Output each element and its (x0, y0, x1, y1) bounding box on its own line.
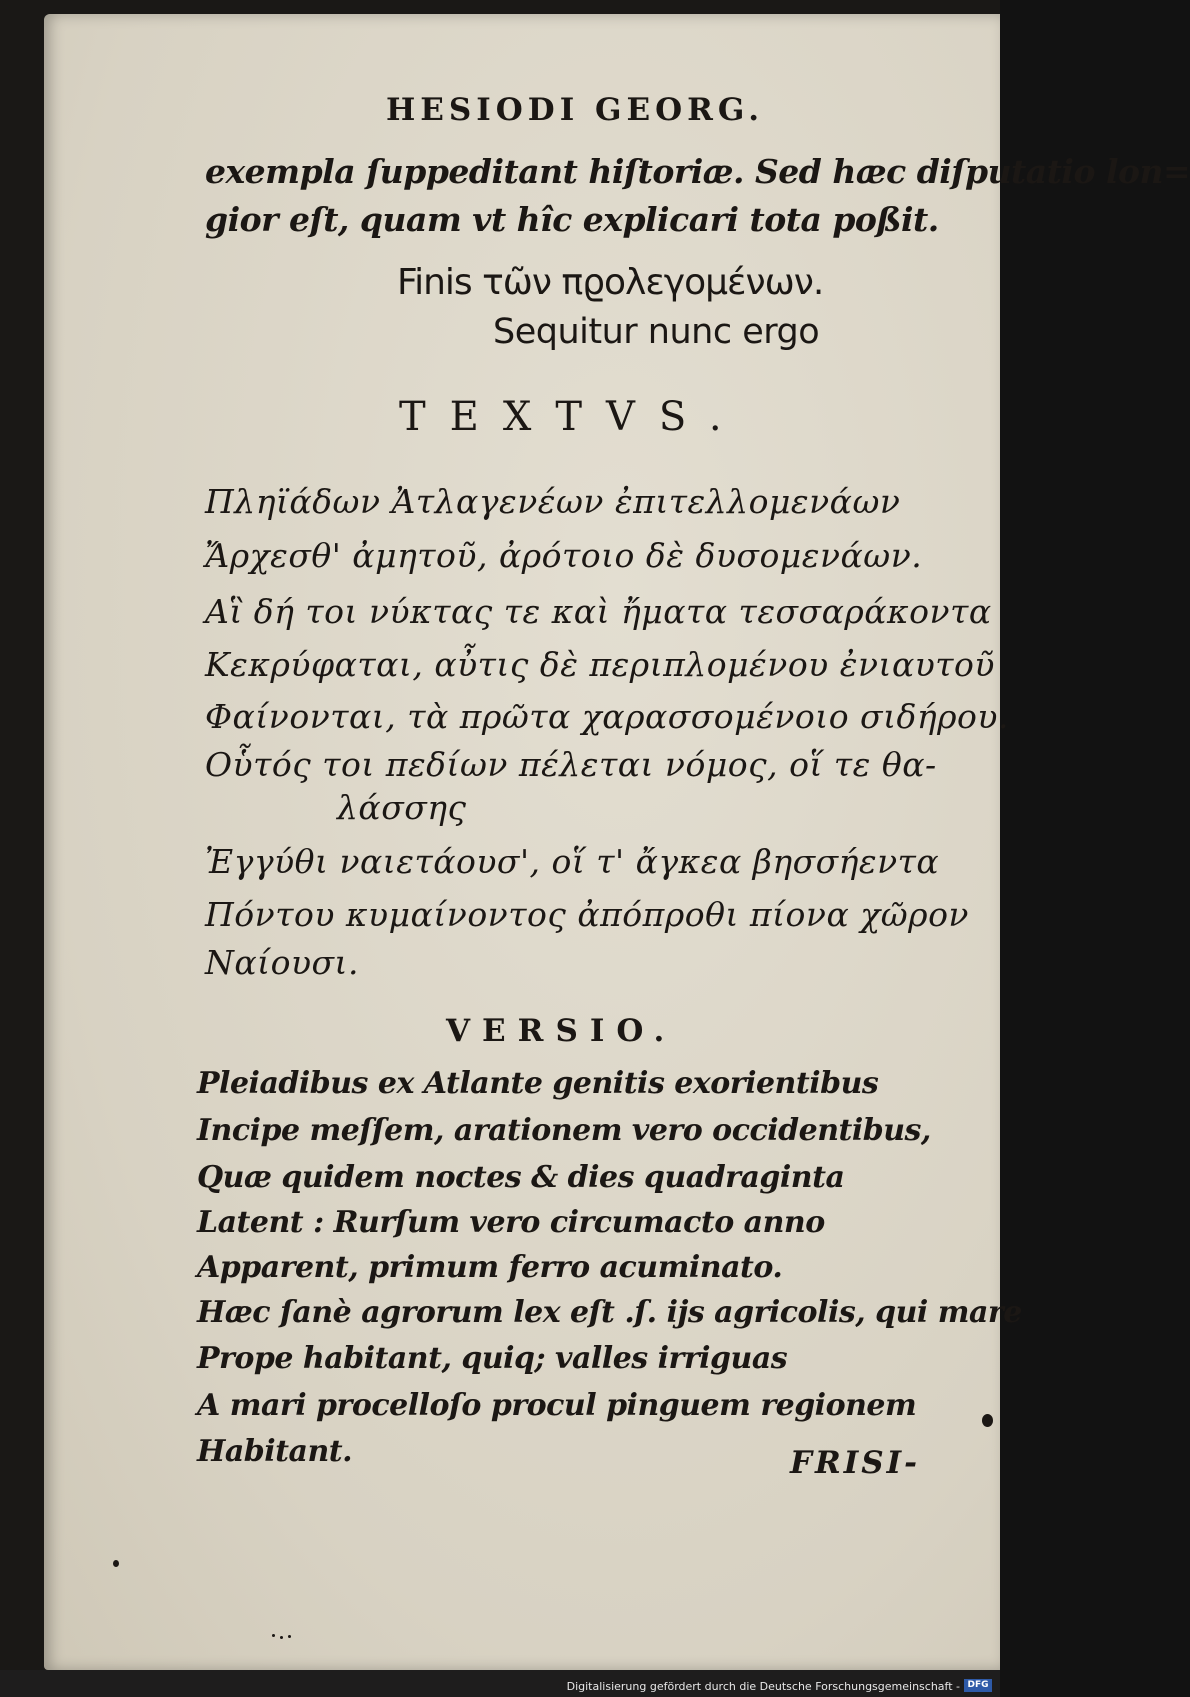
running-head: HESIODI GEORG. (386, 92, 765, 128)
versio-heading: VERSIO. (446, 1013, 677, 1049)
greek-line: Ἐγγύθι ναιετάουσ', οἵ τ' ἄγκεα βησσήεντα (205, 842, 940, 881)
versio-line: Apparent, primum ferro acuminato. (197, 1250, 783, 1285)
greek-line: Οὗτός τοι πεδίων πέλεται νόμος, οἵ τε θα- (205, 745, 937, 784)
versio-line: Habitant. (197, 1434, 353, 1469)
versio-line: Incipe meſſem, arationem vero occidentibus, (197, 1113, 931, 1148)
greek-line: Ναίουσι. (205, 943, 359, 982)
ink-speck (288, 1635, 291, 1638)
sequitur-line: Sequitur nunc ergo (493, 312, 820, 352)
ink-speck (113, 1560, 119, 1567)
prose-line: exempla ſuppeditant hiſtoriæ. Sed hæc diſputatio lon= (205, 152, 1190, 191)
catchword: FRISI- (790, 1445, 921, 1481)
versio-line: Quæ quidem noctes & dies quadraginta (197, 1160, 845, 1195)
greek-line: λάσσης (337, 788, 467, 827)
greek-line: Πόντου κυμαίνοντος ἀπόπροθι πίονα χῶρον (205, 895, 969, 934)
ink-speck (982, 1414, 993, 1427)
funding-credit: Digitalisierung gefördert durch die Deutsche Forschungsgemeinschaft - (566, 1680, 960, 1693)
versio-line: Pleiadibus ex Atlante genitis exorientibus (197, 1066, 879, 1101)
greek-line: Αἳ δή τοι νύκτας τε καὶ ἤματα τεσσαράκοντα (205, 592, 992, 631)
versio-line: Latent : Rurſum vero circumacto anno (197, 1205, 825, 1240)
greek-line: Φαίνονται, τὰ πρῶτα χαρασσομένοιο σιδήρου. (205, 697, 1009, 736)
prose-line: gior eſt, quam vt hîc explicari tota poßit. (205, 200, 939, 239)
versio-line: Hæc ſanè agrorum lex eſt .ſ. ijs agricolis, qui mare (197, 1295, 1022, 1330)
textus-heading: TEXTVS. (399, 394, 746, 440)
dfg-logo: DFG (964, 1679, 992, 1692)
versio-line: A mari procelloſo procul pinguem regionem (197, 1388, 917, 1423)
greek-line: Ἄρχεσθ' ἀμητοῦ, ἀρότοιο δὲ δυσομενάων. (205, 536, 923, 575)
greek-line: Κεκρύφαται, αὖτις δὲ περιπλομένου ἐνιαυτοῦ (205, 645, 995, 684)
greek-line: Πληϊάδων Ἀτλαγενέων ἐπιτελλομενάων (205, 482, 901, 521)
finis-line: Finis τῶν πϱολεγομένων. (397, 262, 824, 303)
versio-line: Prope habitant, quiq; valles irriguas (197, 1341, 788, 1376)
ink-speck (280, 1636, 283, 1639)
ink-speck (272, 1634, 275, 1637)
